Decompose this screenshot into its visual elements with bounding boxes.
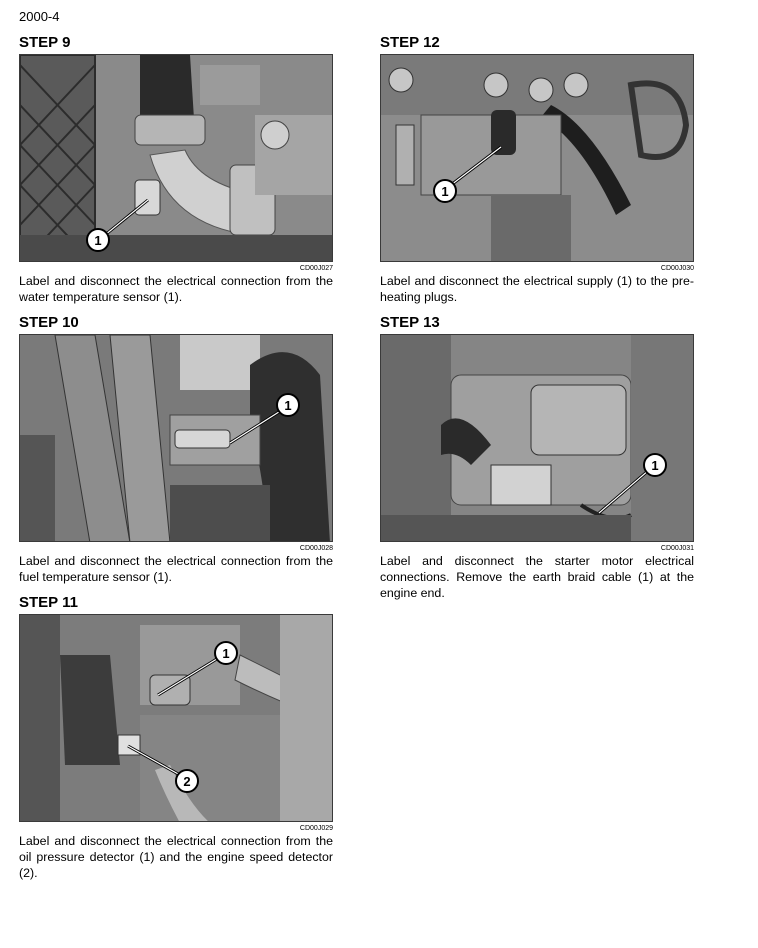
callout-1 [434,180,456,202]
step-title: STEP 12 [380,34,440,51]
step-title: STEP 10 [19,314,79,331]
svg-text:2: 2 [183,774,191,789]
photo-code: CD00J030 [660,265,694,272]
step-caption: Label and disconnect the electrical connection from the fuel temperature sensor (1). [19,554,333,584]
step-caption: Label and disconnect the electrical connection from the oil pressure detector (1) and the engine speed detector (2). [19,834,333,880]
callout-2 [176,770,198,792]
svg-text:1: 1 [441,184,449,199]
photo-code: CD00J029 [299,825,333,832]
callout-1 [644,454,666,476]
svg-text:1: 1 [222,646,230,661]
step-11 [19,594,333,881]
photo-code: CD00J027 [299,265,333,272]
engine-photo-oil-pressure-and-speed-detector [19,614,333,822]
step-caption: Label and disconnect the electrical connection from the water temperature sensor (1). [19,274,333,304]
callout-1 [277,394,299,416]
engine-photo-pre-heating-plugs [380,54,694,262]
engine-photo-water-temperature-sensor [19,54,333,262]
step-13 [380,314,694,601]
callout-1 [215,642,237,664]
step-title: STEP 11 [19,594,78,611]
step-caption: Label and disconnect the electrical supply (1) to the pre-heating plugs. [380,274,694,304]
step-10 [19,314,333,585]
page-number: 2000-4 [19,9,60,24]
engine-photo-fuel-temperature-sensor [19,334,333,542]
svg-text:1: 1 [94,233,102,248]
photo-code: CD00J031 [660,545,694,552]
step-caption: Label and disconnect the starter motor electrical connections. Remove the earth braid cable (1) at the engine end. [380,554,694,600]
step-12 [380,34,694,305]
step-title: STEP 13 [380,314,440,331]
callout-1 [87,229,109,251]
engine-photo-starter-motor [380,334,694,542]
step-9 [19,34,333,305]
svg-text:1: 1 [284,398,292,413]
svg-text:1: 1 [651,458,659,473]
photo-code: CD00J028 [299,545,333,552]
step-title: STEP 9 [19,34,71,51]
